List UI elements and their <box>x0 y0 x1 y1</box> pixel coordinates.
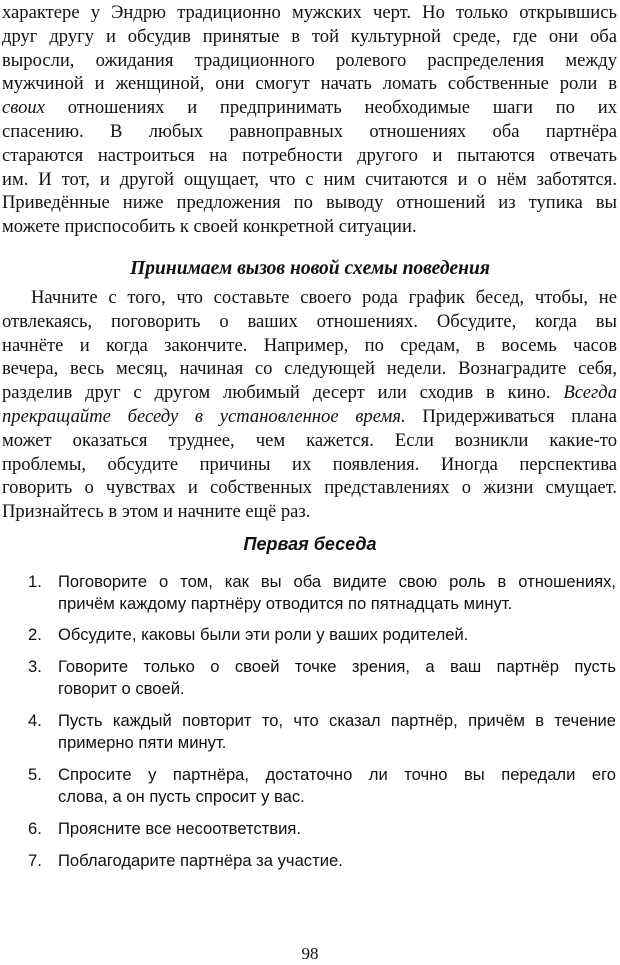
list-item-line-1: Спросите у партнёра, достаточно ли точно вы передали его <box>58 765 616 784</box>
main-line-10: Признайтесь в этом и начните ещё раз. <box>2 501 311 523</box>
main-line-6 <box>2 405 617 429</box>
list-item-number: 1. <box>28 572 42 591</box>
main-line-4: вечера, весь месяц, начиная со следующей недели. Вознаградите себя, <box>2 358 617 380</box>
list-item-line-2: примерно пяти минут. <box>58 733 227 752</box>
section-heading: Принимаем вызов новой схемы поведения <box>130 258 490 279</box>
intro-line-5-rest: отношениях и предпринимать необходимые шаги по их <box>44 97 617 119</box>
list-item-line-2: говорит о своей. <box>58 679 185 698</box>
intro-line-4: мужчиной и женщиной, они смогут начать ломать собственные роли в <box>2 73 617 95</box>
page-number: 98 <box>301 944 319 963</box>
list-item-number: 6. <box>28 819 42 838</box>
main-line-5-plain: разделив друг с другом любимый десерт или сходив в кино. <box>2 382 564 404</box>
intro-line-3: выросли, ожидания традиционного ролевого распределения между <box>2 49 617 71</box>
list-item-number: 5. <box>28 765 42 784</box>
intro-line-1: характере у Эндрю традиционно мужских черт. Но только открывшись <box>2 2 617 23</box>
intro-line-6: спасению. В любых равноправных отношениях оба партнёра <box>2 120 617 142</box>
intro-line-9: Приведённые ниже предложения по выводу отношений из тупика вы <box>2 192 617 214</box>
intro-line-7: стараются настроиться на потребности другого и пытаются отвечать <box>2 144 617 166</box>
list-item-line-1: Поговорите о том, как вы оба видите свою роль в отношениях, <box>58 572 616 591</box>
main-line-6-italic: прекращайте беседу в установленное время. <box>2 405 406 427</box>
list-item-line-1: Проясните все несоответствия. <box>58 819 301 838</box>
subheading-block <box>0 533 620 555</box>
list-item-line-1: Говорите только о своей точке зрения, а ваш партнёр пусть <box>58 657 616 676</box>
list-item-line-2: причём каждому партнёру отводится по пятнадцать минут. <box>58 594 513 613</box>
section-heading-block <box>0 257 620 281</box>
main-line-3: начнёте и когда закончите. Например, по средам, в восемь часов <box>2 334 617 356</box>
intro-line-5 <box>2 96 617 120</box>
list-item-number: 4. <box>28 711 42 730</box>
main-line-5 <box>2 381 617 405</box>
intro-paragraph <box>0 1 620 239</box>
intro-line-5-italic: своих <box>2 97 45 119</box>
intro-line-10: можете приспособить к своей конкретной ситуации. <box>2 216 417 238</box>
list-item-number: 7. <box>28 851 42 870</box>
main-line-6-rest: Придерживаться плана <box>405 405 617 427</box>
main-line-5-italic: Всегда <box>563 382 617 404</box>
subheading: Первая беседа <box>243 534 377 554</box>
list-item-line-1: Поблагодарите партнёра за участие. <box>58 851 343 870</box>
main-line-9: говорить о чувствах и собственных представлениях о жизни смущает. <box>2 477 617 499</box>
list-item-line-2: слова, а он пусть спросит у вас. <box>58 787 305 806</box>
list-item-line-1: Пусть каждый повторит то, что сказал партнёр, причём в течение <box>58 711 616 730</box>
list-item-number: 3. <box>28 657 42 676</box>
list-item-line-1: Обсудите, каковы были эти роли у ваших родителей. <box>58 625 469 644</box>
main-paragraph <box>0 286 620 524</box>
main-line-1: Начните с того, что составьте своего рода график бесед, чтобы, не <box>31 287 617 308</box>
main-line-8: проблемы, обсудите причины их появления. Иногда перспектива <box>2 453 617 475</box>
main-line-7: может оказаться труднее, чем кажется. Если возникли какие-то <box>2 429 617 451</box>
list-item-number: 2. <box>28 625 42 644</box>
intro-line-8: им. И тот, и другой ощущает, что с ним считаются и о нём заботятся. <box>2 168 617 190</box>
main-line-2: отвлекаясь, поговорить о ваших отношениях. Обсудите, когда вы <box>2 310 617 332</box>
intro-line-2: друг другу и обсудив принятые в той культурной среде, где они оба <box>2 25 617 47</box>
